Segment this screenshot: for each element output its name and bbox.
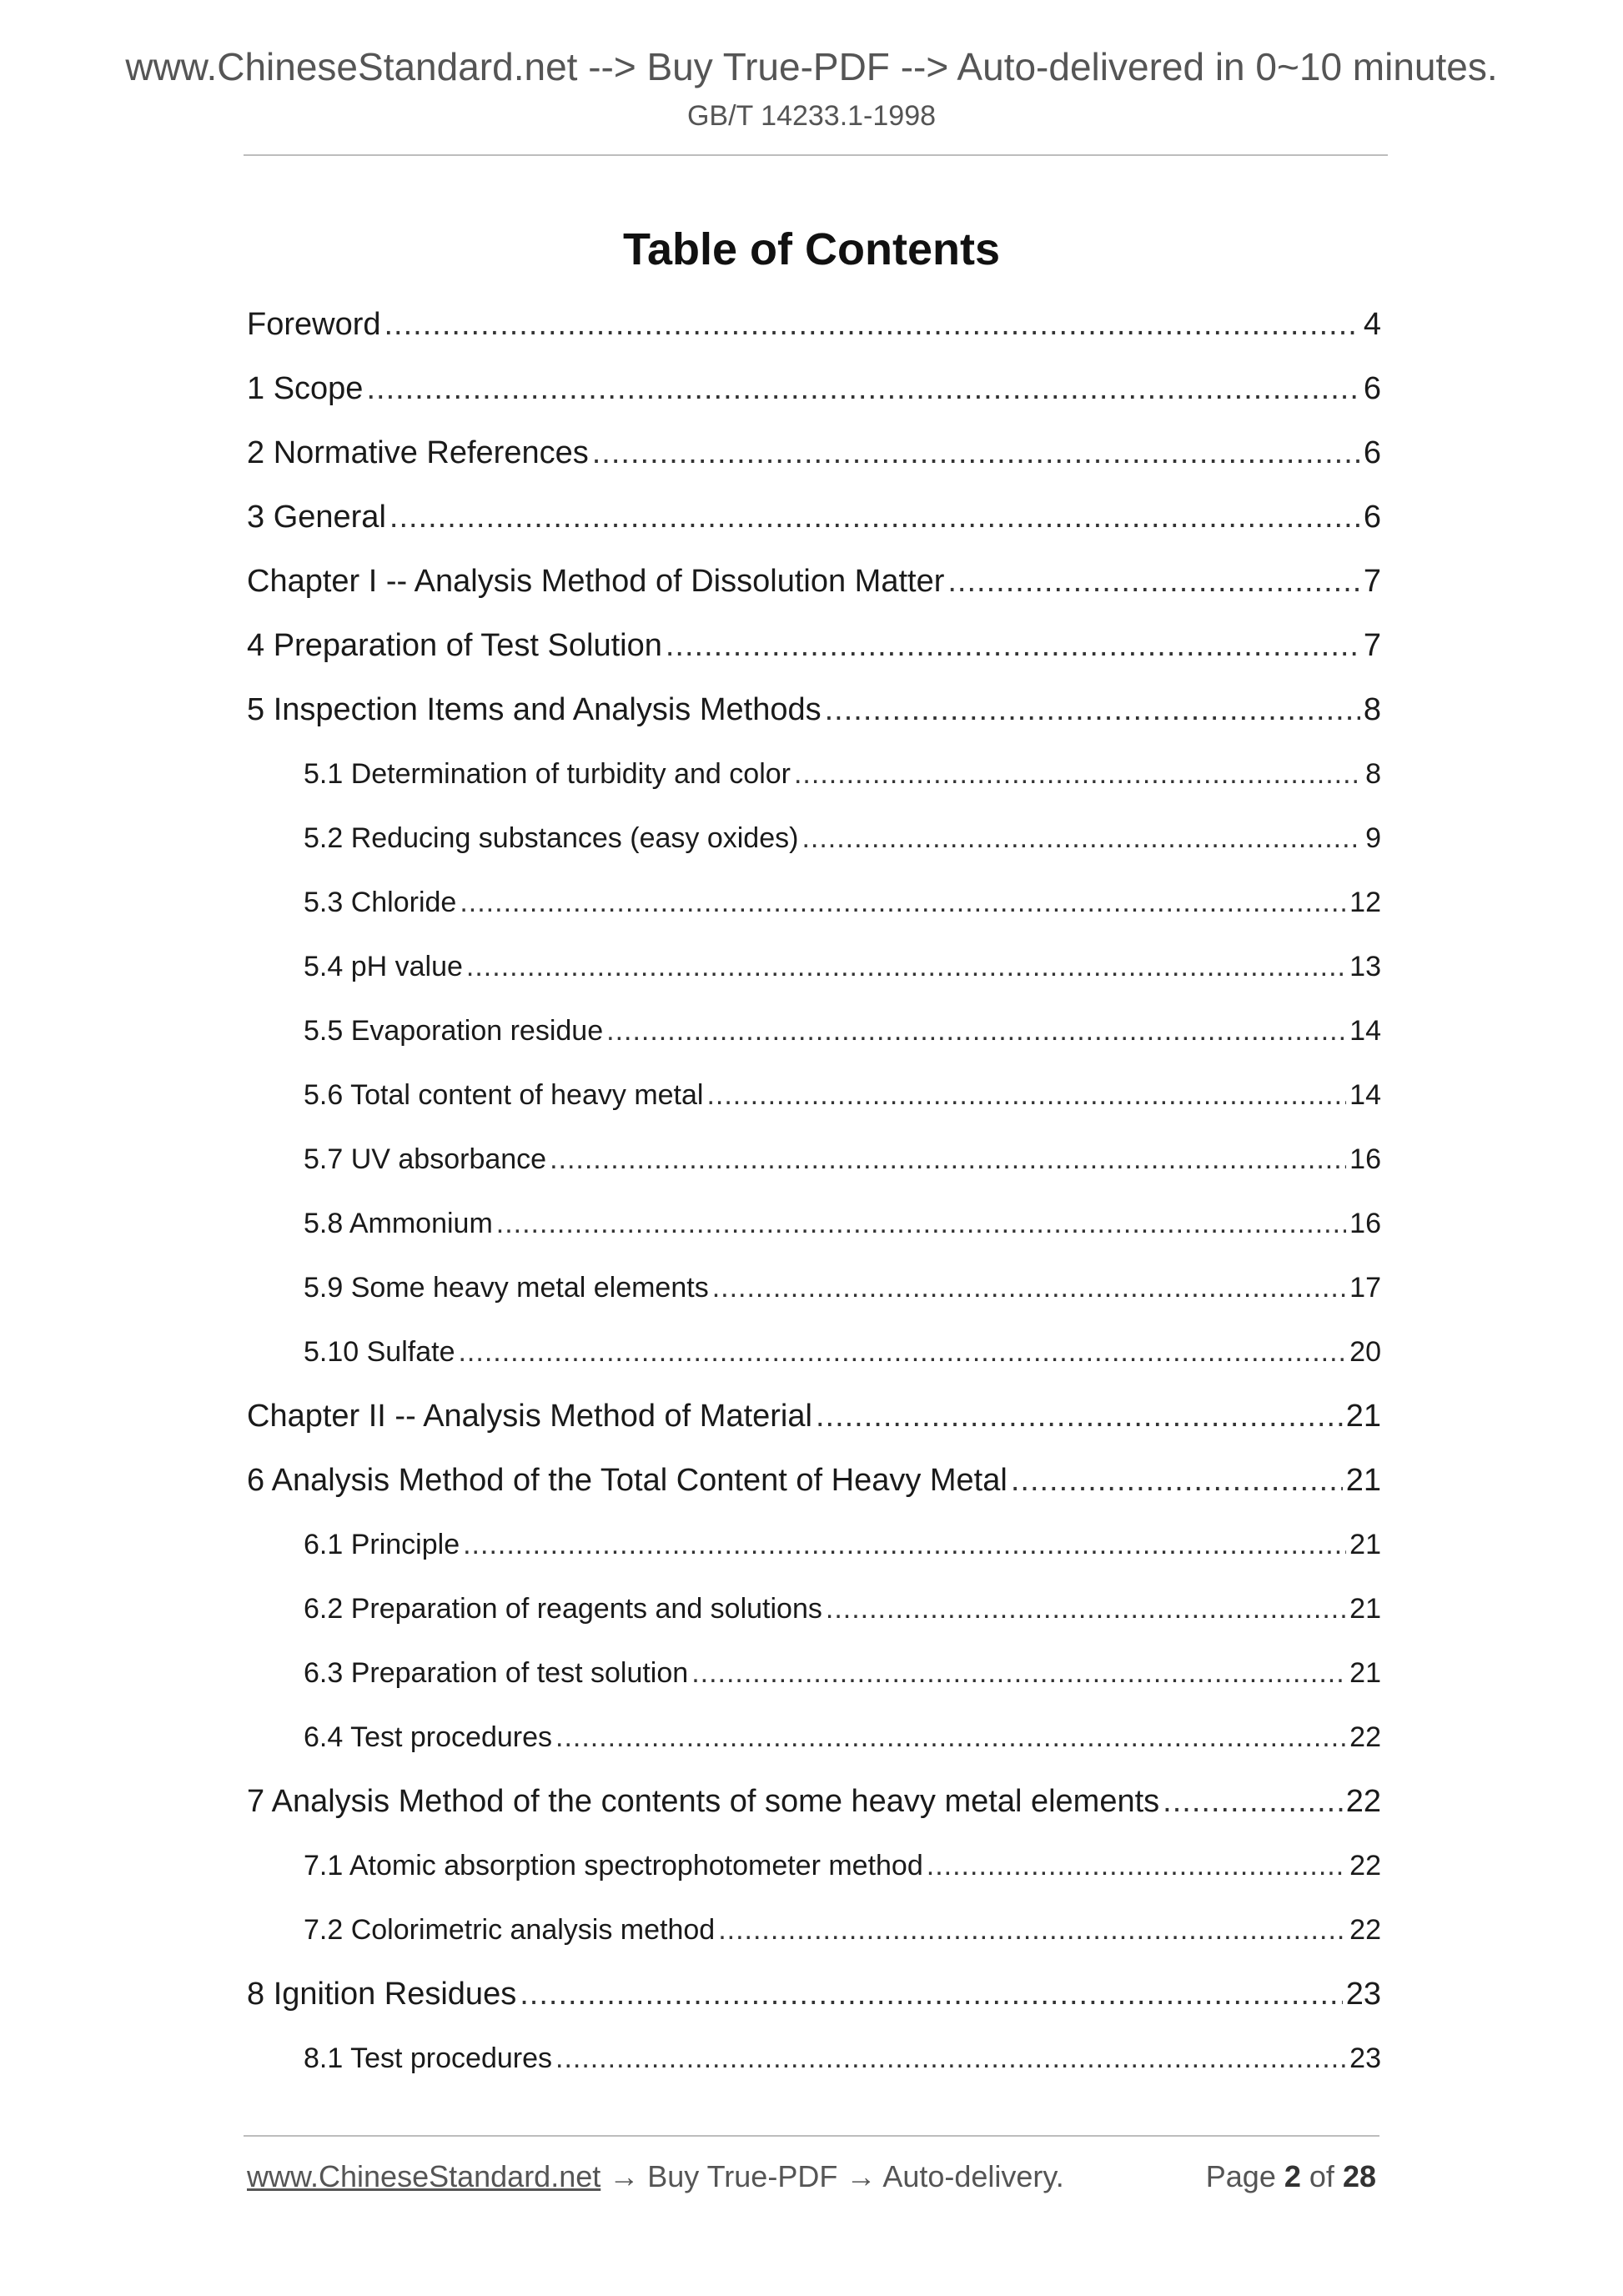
toc-entry-title: 1 Scope [247,371,364,406]
toc-entry[interactable] [247,682,1381,746]
toc-entry-page: 7 [1363,564,1381,599]
toc-entry-title: 5 Inspection Items and Analysis Methods [247,692,822,727]
toc-entry[interactable] [247,1196,1381,1260]
toc-dot-leader [466,939,1346,994]
toc-entry-page: 21 [1349,1529,1381,1560]
toc-entry[interactable] [247,554,1381,618]
toc-entry-title: 5.6 Total content of heavy metal [304,1079,704,1111]
toc-entry-title: 3 General [247,500,386,535]
toc-entry-page: 4 [1363,307,1381,342]
page-total: 28 [1342,2159,1376,2193]
toc-entry[interactable] [247,1453,1381,1517]
toc-dot-leader [927,1838,1346,1893]
toc-entry[interactable] [247,1003,1381,1068]
toc-entry[interactable] [247,1389,1381,1453]
toc-dot-leader [816,1389,1343,1444]
toc-entry[interactable] [247,297,1381,361]
footer-site-link[interactable]: www.ChineseStandard.net [247,2159,601,2193]
toc-dot-leader [366,361,1359,416]
page-label: Page [1205,2159,1276,2193]
toc-entry[interactable] [247,618,1381,682]
toc-dot-leader [458,1324,1346,1379]
toc-entry-page: 17 [1349,1272,1381,1304]
toc-entry[interactable] [247,1774,1381,1838]
toc-entry[interactable] [247,361,1381,425]
toc-dot-leader [826,1581,1346,1636]
toc-entry-title: 5.3 Chloride [304,887,457,918]
page-current: 2 [1284,2159,1301,2193]
toc-entry[interactable] [247,746,1381,811]
toc-entry[interactable] [247,811,1381,875]
footer-promo [247,2157,1064,2197]
toc-entry-title: Chapter I -- Analysis Method of Dissolution Matter [247,564,945,599]
toc-entry[interactable] [247,1710,1381,1774]
toc-dot-leader [947,554,1360,609]
toc-entry-title: 6 Analysis Method of the Total Content of Heavy Metal [247,1463,1007,1498]
toc-entry-title: Chapter II -- Analysis Method of Material [247,1399,812,1434]
toc-dot-leader [1163,1774,1343,1829]
toc-entry-page: 6 [1363,371,1381,406]
toc-dot-leader [592,425,1360,480]
toc-dot-leader [389,490,1360,545]
toc-entry-title: 5.2 Reducing substances (easy oxides) [304,822,799,854]
toc-title: Table of Contents [623,224,1000,274]
toc-entry-page: 21 [1349,1593,1381,1625]
toc-entry[interactable] [247,1645,1381,1710]
toc-entry-title: Foreword [247,307,381,342]
toc-entry-page: 22 [1349,1850,1381,1882]
toc-entry[interactable] [247,939,1381,1003]
standard-code: GB/T 14233.1-1998 [686,100,937,132]
toc-entry-title: 5.8 Ammonium [304,1208,493,1239]
toc-entry-page: 23 [1345,1977,1381,2012]
toc-entry-title: 6.1 Principle [304,1529,460,1560]
toc-dot-leader [555,1710,1346,1765]
toc-entry-title: 8.1 Test procedures [304,2042,552,2074]
toc-dot-leader [555,2031,1346,2086]
toc-list [247,297,1381,2095]
toc-entry[interactable] [247,425,1381,490]
toc-entry-title: 6.3 Preparation of test solution [304,1657,689,1689]
header-divider [244,154,1388,156]
toc-entry-page: 14 [1349,1015,1381,1047]
toc-entry-page: 7 [1363,628,1381,663]
toc-entry-page: 6 [1363,435,1381,470]
toc-dot-leader [706,1068,1346,1123]
toc-entry[interactable] [247,1967,1381,2031]
toc-entry-page: 16 [1349,1143,1381,1175]
toc-entry[interactable] [247,1132,1381,1196]
toc-entry-title: 2 Normative References [247,435,589,470]
toc-dot-leader [460,875,1346,930]
toc-entry-page: 8 [1363,692,1381,727]
toc-entry-page: 22 [1349,1914,1381,1946]
toc-dot-leader [1011,1453,1343,1508]
toc-entry-page: 23 [1349,2042,1381,2074]
toc-entry-title: 5.5 Evaporation residue [304,1015,604,1047]
toc-entry-title: 7 Analysis Method of the contents of some heavy metal elements [247,1784,1160,1819]
toc-dot-leader [794,746,1362,801]
toc-entry-page: 14 [1349,1079,1381,1111]
toc-entry-title: 5.4 pH value [304,951,463,982]
toc-entry-title: 7.1 Atomic absorption spectrophotometer method [304,1850,923,1882]
toc-dot-leader [666,618,1360,673]
toc-entry-page: 6 [1363,500,1381,535]
toc-entry[interactable] [247,490,1381,554]
toc-entry-title: 4 Preparation of Test Solution [247,628,662,663]
toc-entry-title: 5.1 Determination of turbidity and color [304,758,791,790]
footer-divider [244,2135,1379,2137]
toc-entry-title: 6.4 Test procedures [304,1721,552,1753]
toc-entry[interactable] [247,1838,1381,1902]
toc-entry-title: 5.7 UV absorbance [304,1143,547,1175]
toc-entry[interactable] [247,875,1381,939]
toc-entry-title: 5.9 Some heavy metal elements [304,1272,709,1304]
top-banner: www.ChineseStandard.net --> Buy True-PDF --> Auto-delivered in 0~10 minutes. [125,45,1498,88]
toc-dot-leader [606,1003,1346,1058]
toc-dot-leader [712,1260,1346,1315]
toc-entry-page: 13 [1349,951,1381,982]
toc-entry-title: 7.2 Colorimetric analysis method [304,1914,716,1946]
page-indicator [1084,2157,1376,2197]
page-of: of [1309,2159,1334,2193]
toc-dot-leader [463,1517,1346,1572]
toc-entry[interactable] [247,1260,1381,1324]
toc-entry-page: 8 [1365,758,1381,790]
toc-dot-leader [825,682,1360,737]
toc-entry[interactable] [247,1581,1381,1645]
toc-entry[interactable] [247,1902,1381,1967]
toc-entry[interactable] [247,2031,1381,2095]
toc-entry-title: 8 Ignition Residues [247,1977,517,2012]
toc-dot-leader [691,1645,1346,1701]
toc-entry[interactable] [247,1517,1381,1581]
toc-entry-page: 22 [1349,1721,1381,1753]
toc-entry-page: 21 [1349,1657,1381,1689]
footer-tagline: → Buy True-PDF → Auto-delivery. [600,2159,1064,2193]
toc-dot-leader [496,1196,1346,1251]
toc-entry-title: 5.10 Sulfate [304,1336,455,1368]
toc-dot-leader [550,1132,1346,1187]
toc-entry-page: 21 [1345,1463,1381,1498]
toc-entry[interactable] [247,1324,1381,1389]
toc-entry-page: 9 [1365,822,1381,854]
toc-dot-leader [520,1967,1343,2022]
toc-entry-title: 6.2 Preparation of reagents and solutions [304,1593,822,1625]
toc-dot-leader [801,811,1362,866]
toc-entry-page: 16 [1349,1208,1381,1239]
toc-entry-page: 12 [1349,887,1381,918]
toc-entry[interactable] [247,1068,1381,1132]
toc-dot-leader [718,1902,1346,1957]
toc-dot-leader [384,297,1360,352]
toc-entry-page: 21 [1345,1399,1381,1434]
toc-entry-page: 20 [1349,1336,1381,1368]
toc-entry-page: 22 [1345,1784,1381,1819]
